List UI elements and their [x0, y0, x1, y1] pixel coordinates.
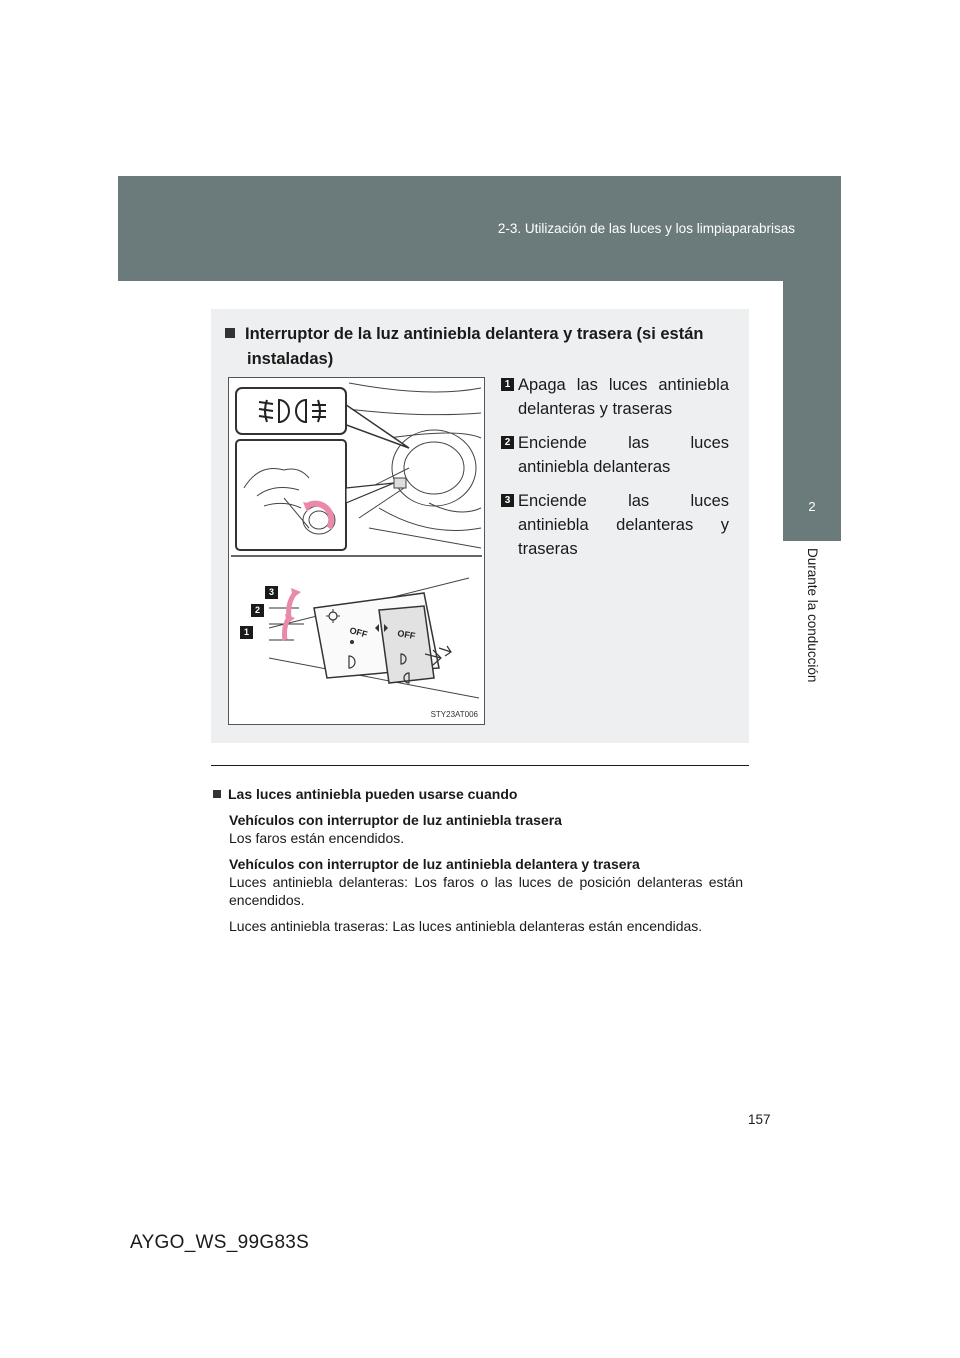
note-text-2: Luces antiniebla delanteras: Los faros o las luces de posición delanteras están encendidos. — [229, 874, 743, 908]
box-title-line1: Interruptor de la luz antiniebla delantera y trasera (si están — [245, 325, 704, 343]
square-bullet-icon — [225, 328, 235, 338]
step-number-badge: 2 — [501, 436, 514, 449]
note-subtitle-1: Vehículos con interruptor de luz antiniebla trasera — [229, 812, 562, 828]
step-number-badge: 3 — [501, 494, 514, 507]
step-text: Enciende las luces antiniebla delanteras y traseras — [518, 492, 729, 558]
chapter-tab — [783, 281, 841, 541]
stalk-switch-drawing — [269, 578, 479, 698]
figure-label-2: 2 — [251, 604, 264, 617]
figure-code: STY23AT006 — [430, 710, 478, 719]
notes-heading-text: Las luces antiniebla pueden usarse cuando — [228, 786, 518, 802]
fog-light-switch-figure — [228, 377, 485, 725]
step-text: Enciende las luces antiniebla delanteras — [518, 434, 729, 476]
chapter-label: Durante la conducción — [805, 548, 820, 683]
notes-heading — [213, 785, 743, 803]
notes-section — [213, 785, 743, 943]
figure-illustration — [229, 378, 484, 724]
steps-list — [503, 373, 729, 571]
step-3 — [503, 489, 729, 561]
step-number-badge: 1 — [501, 378, 514, 391]
document-code: AYGO_WS_99G83S — [130, 1232, 310, 1253]
hand-inset — [236, 440, 394, 550]
switch-off-text-2: OFF — [396, 628, 417, 642]
note-subtitle-2: Vehículos con interruptor de luz antiniebla delantera y trasera — [229, 856, 640, 872]
switch-off-text-1: OFF — [348, 625, 369, 640]
header-band — [118, 176, 841, 281]
step-text: Apaga las luces antiniebla delanteras y traseras — [518, 376, 729, 418]
info-box — [211, 309, 749, 743]
notes-body — [213, 811, 743, 935]
figure-label-3: 3 — [265, 586, 278, 599]
step-1 — [503, 373, 729, 421]
section-divider — [211, 765, 749, 766]
section-title: 2-3. Utilización de las luces y los limpiaparabrisas — [497, 221, 795, 236]
square-bullet-icon — [213, 790, 221, 798]
note-text-1: Los faros están encendidos. — [229, 830, 405, 846]
note-text-3: Luces antiniebla traseras: Las luces antiniebla delanteras están encendidas. — [229, 918, 703, 934]
step-2 — [503, 431, 729, 479]
box-title — [225, 322, 730, 372]
chapter-number: 2 — [808, 499, 816, 514]
box-title-line2: instaladas) — [247, 350, 334, 368]
figure-label-1: 1 — [240, 626, 253, 639]
chapter-label-container — [776, 548, 848, 698]
page-number: 157 — [748, 1112, 771, 1127]
